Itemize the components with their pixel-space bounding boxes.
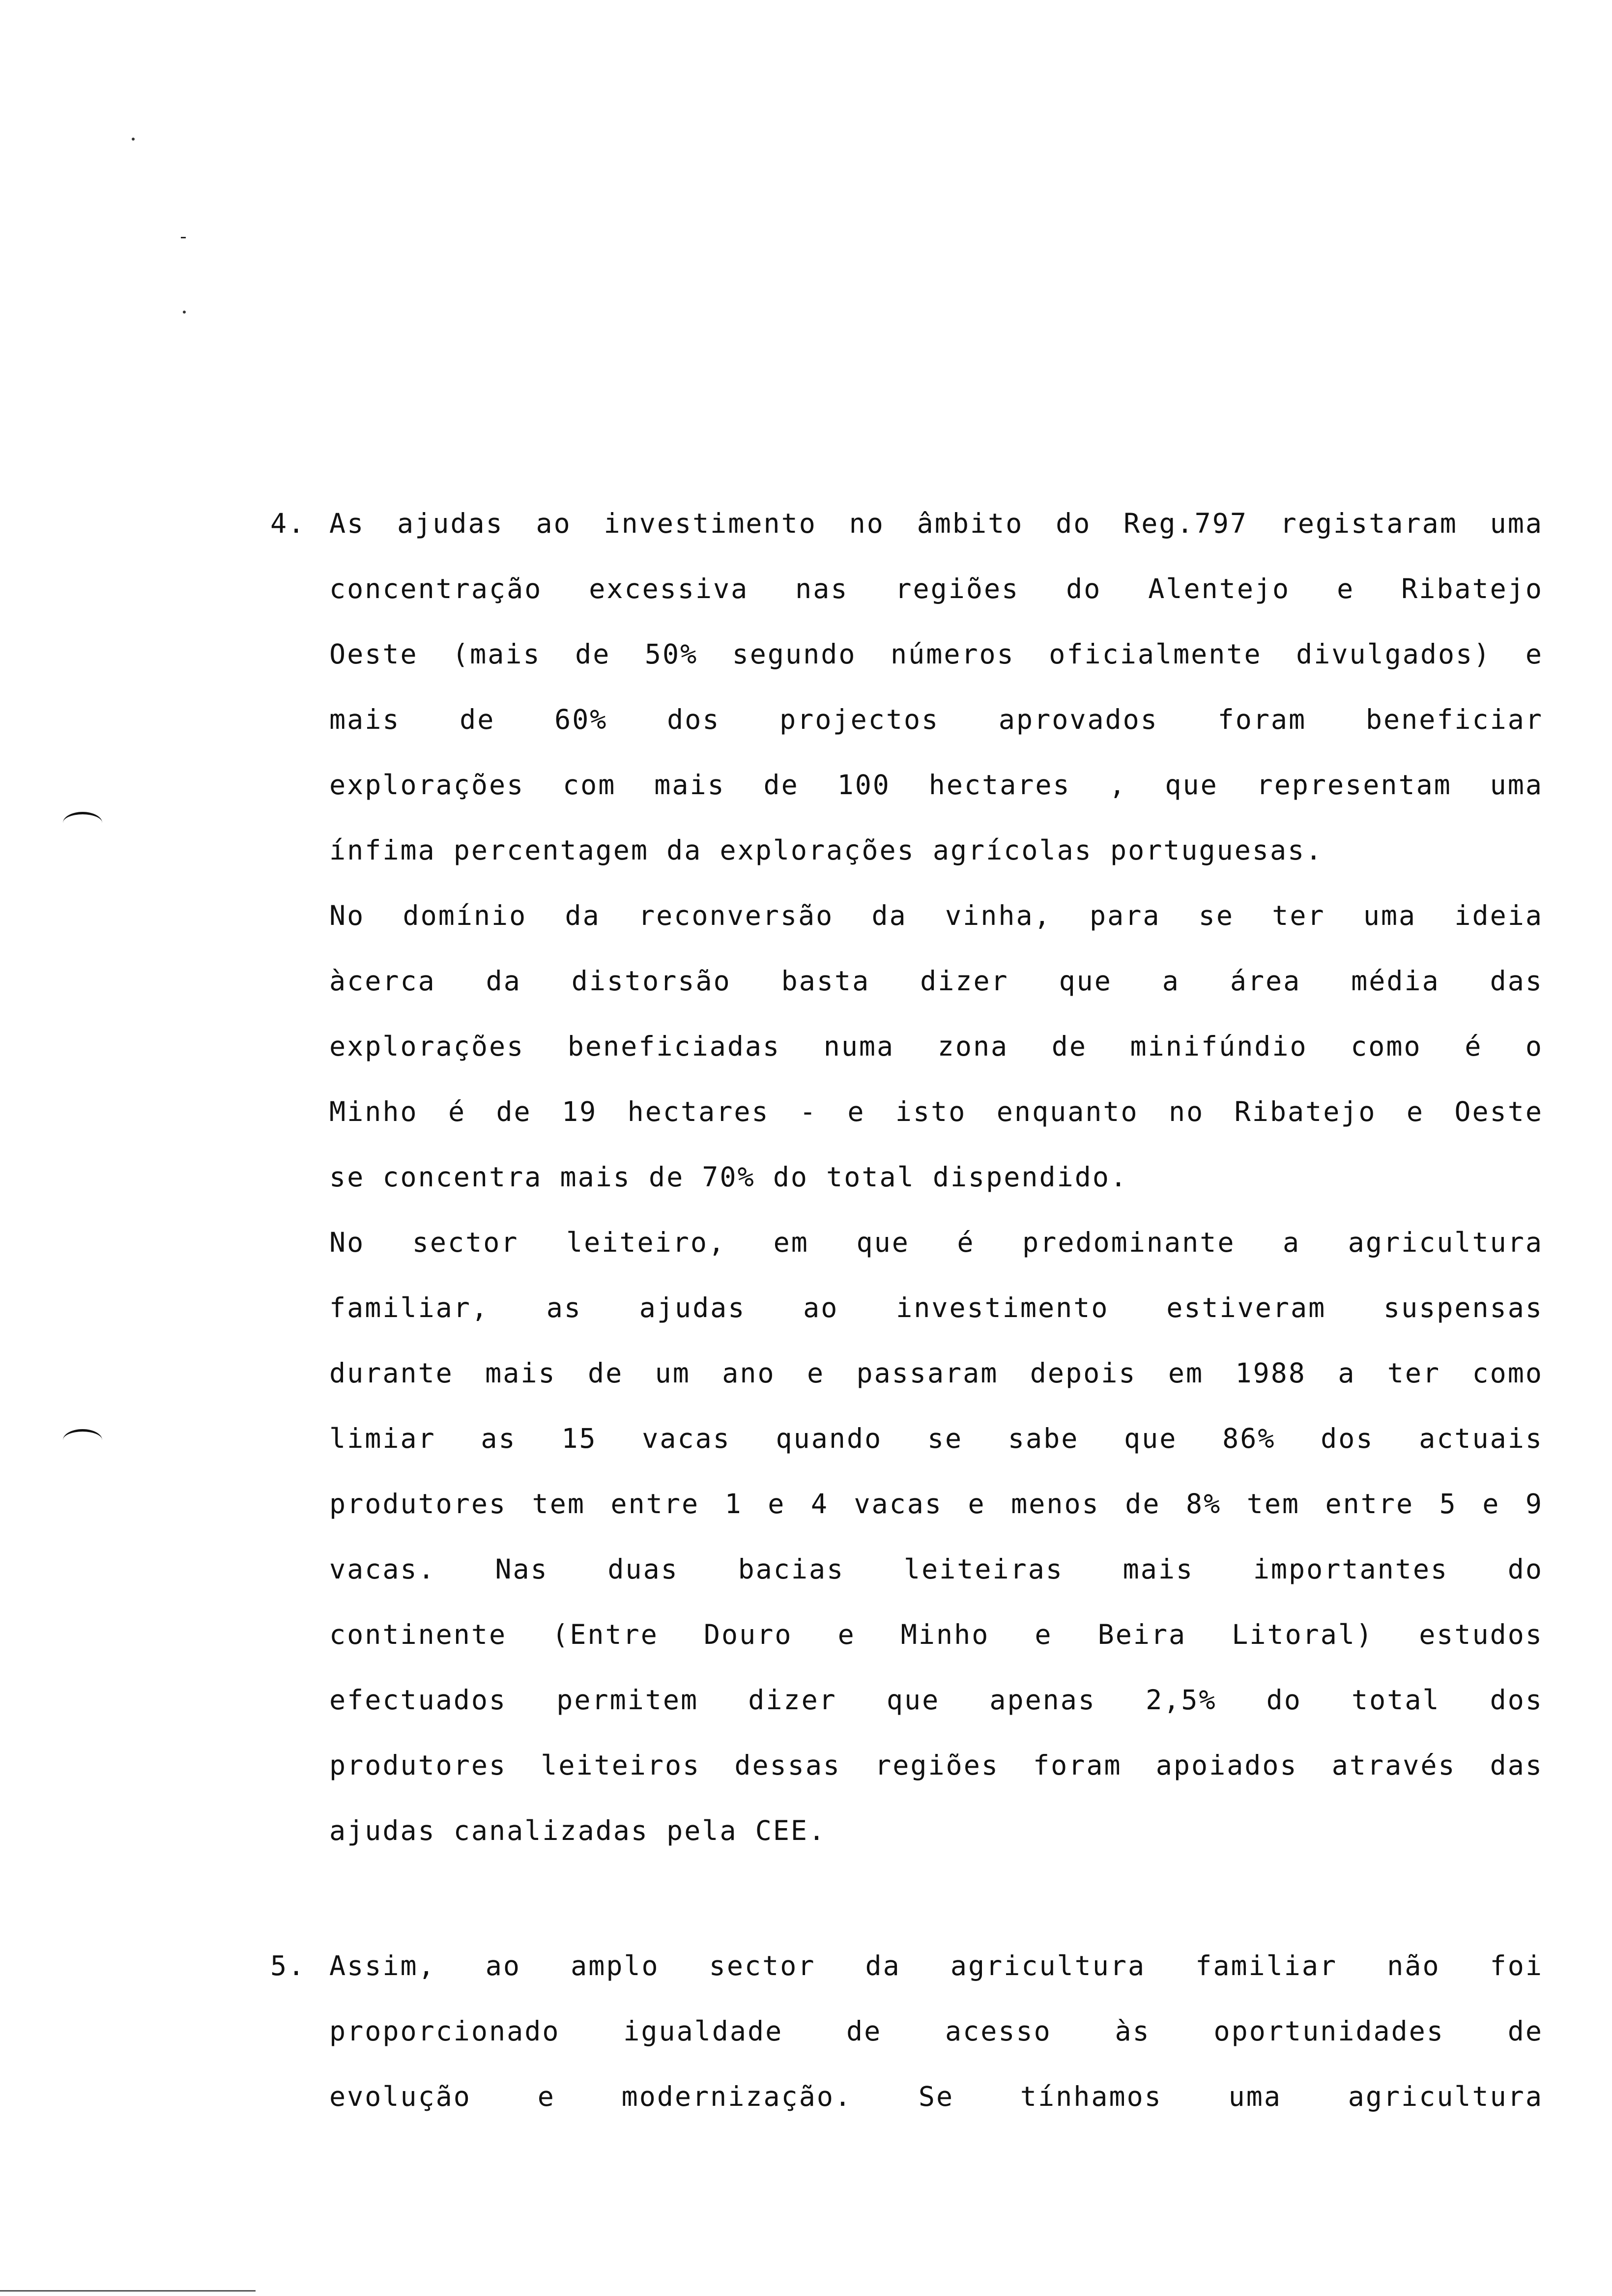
text-line: durante mais de um ano e passaram depois em 1988 a ter como <box>329 1357 1543 1389</box>
text-line: evolução e modernização. Se tínhamos uma agricultura <box>329 2081 1543 2112</box>
text-line: ajudas canalizadas pela CEE. <box>329 1815 827 1846</box>
text-line: concentração excessiva nas regiões do Alentejo e Ribatejo <box>329 573 1543 604</box>
text-line: proporcionado igualdade de acesso às oportunidades de <box>329 2015 1543 2047</box>
text-line: efectuados permitem dizer que apenas 2,5% do total dos <box>329 1684 1543 1716</box>
text-line: produtores tem entre 1 e 4 vacas e menos de 8% tem entre 5 e 9 <box>329 1488 1543 1520</box>
text-line: àcerca da distorsão basta dizer que a área média das <box>329 965 1543 997</box>
margin-mark <box>63 812 102 834</box>
scan-speck <box>181 237 186 238</box>
text-line: continente (Entre Douro e Minho e Beira Litoral) estudos <box>329 1619 1543 1650</box>
text-line: ínfima percentagem da explorações agrícolas portuguesas. <box>329 834 1324 866</box>
margin-mark <box>63 1429 102 1451</box>
text-line: 5. Assim, ao amplo sector da agricultura familiar não foi <box>270 1949 1543 1983</box>
text-line: 4. As ajudas ao investimento no âmbito do Reg.797 registaram uma <box>270 506 1543 541</box>
text-line: Minho é de 19 hectares - e isto enquanto no Ribatejo e Oeste <box>329 1096 1543 1127</box>
scan-speck <box>183 311 186 314</box>
text-line: vacas. Nas duas bacias leiteiras mais importantes do <box>329 1553 1543 1585</box>
text-line: produtores leiteiros dessas regiões foram apoiados através das <box>329 1750 1543 1781</box>
paragraph-number: 4. <box>270 508 306 539</box>
text-line: No sector leiteiro, em que é predominante a agricultura <box>329 1227 1543 1258</box>
text-line: Oeste (mais de 50% segundo números oficialmente divulgados) e <box>329 638 1543 670</box>
text-line: mais de 60% dos projectos aprovados foram beneficiar <box>329 704 1543 735</box>
scan-edge-line <box>0 2290 256 2292</box>
paragraph-number: 5. <box>270 1950 306 1981</box>
text-line: limiar as 15 vacas quando se sabe que 86% dos actuais <box>329 1423 1543 1454</box>
text-line: explorações beneficiadas numa zona de minifúndio como é o <box>329 1031 1543 1062</box>
text-line: familiar, as ajudas ao investimento estiveram suspensas <box>329 1292 1543 1323</box>
text-line: No domínio da reconversão da vinha, para se ter uma ideia <box>329 900 1543 931</box>
text-line: explorações com mais de 100 hectares , que representam uma <box>329 769 1543 801</box>
text-line: se concentra mais de 70% do total dispendido. <box>329 1161 1128 1193</box>
scan-speck <box>132 138 135 141</box>
